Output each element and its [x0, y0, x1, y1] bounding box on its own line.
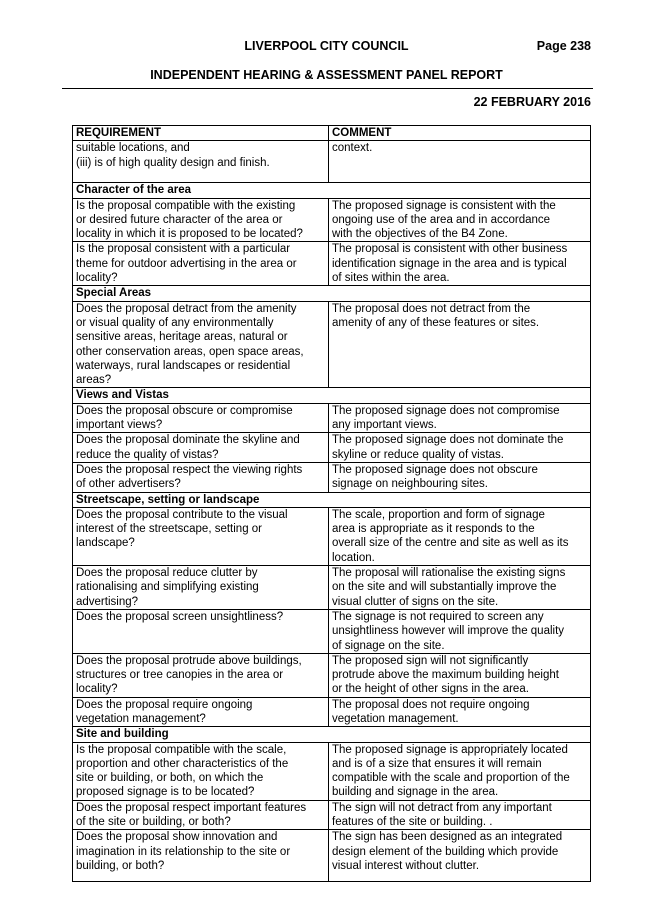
line: identification signage in the area and is typical: [332, 257, 567, 270]
line: Does the proposal obscure or compromise: [76, 404, 293, 417]
line: vegetation management.: [332, 712, 459, 725]
table-row: [73, 566, 591, 610]
section-row: [73, 388, 591, 403]
section-row: [73, 183, 591, 198]
requirement-cell: [73, 566, 329, 610]
line: compatible with the scale and proportion of the: [332, 772, 570, 785]
table-row: [73, 742, 591, 800]
line: The scale, proportion and form of signage: [332, 508, 545, 521]
line: of the site or building, or both?: [76, 816, 231, 829]
requirements-table: [72, 125, 591, 882]
comment-cell: [329, 403, 591, 433]
comment-cell: [329, 653, 591, 697]
section-row: [73, 286, 591, 301]
line: on the site and will substantially improve the: [332, 581, 557, 594]
line: The proposed signage is appropriately located: [332, 743, 568, 756]
line: visual clutter of signs on the site.: [332, 595, 499, 608]
line: The proposed signage does not dominate the: [332, 434, 564, 447]
requirement-cell: [73, 141, 329, 183]
line: Does the proposal require ongoing: [76, 698, 253, 711]
comment-cell: [329, 507, 591, 565]
line: proportion and other characteristics of the: [76, 757, 289, 770]
section-heading: Site and building: [73, 727, 591, 742]
line: sensitive areas, heritage areas, natural or: [76, 331, 288, 344]
comment-cell: [329, 198, 591, 242]
requirement-cell: [73, 800, 329, 830]
table-row: [73, 507, 591, 565]
table-row: [73, 609, 591, 653]
line: features of the site or building. .: [332, 816, 493, 829]
comment-cell: [329, 800, 591, 830]
line: Does the proposal respect important features: [76, 801, 307, 814]
line: Does the proposal reduce clutter by: [76, 567, 258, 580]
requirement-cell: [73, 198, 329, 242]
line: landscape?: [76, 537, 135, 550]
column-header-requirement: REQUIREMENT: [73, 126, 329, 141]
line: The proposed signage does not obscure: [332, 463, 538, 476]
line: The signage is not required to screen any: [332, 610, 544, 623]
line: Does the proposal protrude above buildings,: [76, 654, 302, 667]
section-row: [73, 492, 591, 507]
line: of other advertisers?: [76, 478, 181, 491]
line: or the height of other signs in the area.: [332, 683, 529, 696]
section-heading: Streetscape, setting or landscape: [73, 492, 591, 507]
requirement-cell: [73, 242, 329, 286]
line: building and signage in the area.: [332, 786, 499, 799]
table-row: [73, 653, 591, 697]
header-rule: [62, 88, 593, 89]
line: advertising?: [76, 595, 139, 608]
line: or visual quality of any environmentally: [76, 316, 274, 329]
line: visual interest without clutter.: [332, 859, 480, 872]
line: Does the proposal show innovation and: [76, 831, 278, 844]
requirement-cell: [73, 653, 329, 697]
line: The proposal will rationalise the existing signs: [332, 567, 566, 580]
comment-cell: [329, 830, 591, 882]
report-date: 22 FEBRUARY 2016: [473, 95, 591, 109]
line: theme for outdoor advertising in the area or: [76, 257, 297, 270]
line: protrude above the maximum building height: [332, 669, 559, 682]
comment-cell: [329, 301, 591, 388]
line: Is the proposal compatible with the scale,: [76, 743, 287, 756]
line: area is appropriate as it responds to the: [332, 523, 535, 536]
line: The proposal does not detract from the: [332, 302, 531, 315]
column-header-comment: COMMENT: [329, 126, 591, 141]
line: locality?: [76, 683, 118, 696]
requirement-cell: [73, 403, 329, 433]
council-name: LIVERPOOL CITY COUNCIL: [244, 39, 409, 53]
line: other conservation areas, open space areas,: [76, 345, 304, 358]
section-heading: Views and Vistas: [73, 388, 591, 403]
line: overall size of the centre and site as well as its: [332, 537, 569, 550]
line: amenity of any of these features or sites.: [332, 316, 540, 329]
line: important views?: [76, 419, 163, 432]
line: Is the proposal compatible with the existing: [76, 199, 296, 212]
line: and is of a size that ensures it will remain: [332, 757, 542, 770]
report-title: INDEPENDENT HEARING & ASSESSMENT PANEL REPORT: [150, 68, 503, 82]
line: or desired future character of the area or: [76, 213, 283, 226]
line: building, or both?: [76, 859, 165, 872]
table-row: [73, 301, 591, 388]
line: locality?: [76, 272, 118, 285]
line: of signage on the site.: [332, 639, 445, 652]
line: proposed signage is to be located?: [76, 786, 255, 799]
comment-cell: [329, 462, 591, 492]
line: design element of the building which provide: [332, 845, 559, 858]
table-row: [73, 800, 591, 830]
table-row: [73, 403, 591, 433]
line: unsightliness however will improve the quality: [332, 625, 565, 638]
line: Does the proposal screen unsightliness?: [76, 610, 284, 623]
line: The sign will not detract from any important: [332, 801, 552, 814]
line: waterways, rural landscapes or residential: [76, 359, 291, 372]
line: vegetation management?: [76, 712, 206, 725]
line: location.: [332, 551, 375, 564]
line: structures or tree canopies in the area or: [76, 669, 284, 682]
table-row: [73, 433, 591, 463]
table-row: [73, 462, 591, 492]
line: The proposed signage does not compromise: [332, 404, 560, 417]
comment-cell: [329, 141, 591, 183]
line: signage on neighbouring sites.: [332, 478, 489, 491]
line: Does the proposal respect the viewing rights: [76, 463, 303, 476]
line: Is the proposal consistent with a particular: [76, 243, 291, 256]
line: The proposal does not require ongoing: [332, 698, 530, 711]
comment-cell: [329, 697, 591, 727]
line: reduce the quality of vistas?: [76, 448, 219, 461]
comment-cell: [329, 242, 591, 286]
requirement-cell: [73, 301, 329, 388]
line: imagination in its relationship to the site or: [76, 845, 291, 858]
comment-cell: [329, 742, 591, 800]
table-header-row: [73, 126, 591, 141]
requirement-cell: [73, 742, 329, 800]
comment-cell: [329, 566, 591, 610]
requirement-cell: [73, 433, 329, 463]
line: Does the proposal dominate the skyline and: [76, 434, 300, 447]
section-heading: Special Areas: [73, 286, 591, 301]
requirement-cell: [73, 830, 329, 882]
line: interest of the streetscape, setting or: [76, 523, 263, 536]
line: context.: [332, 142, 373, 155]
comment-cell: [329, 433, 591, 463]
line: any important views.: [332, 419, 437, 432]
line: The sign has been designed as an integrated: [332, 831, 563, 844]
line: locality in which it is proposed to be located?: [76, 228, 303, 241]
table-row: [73, 242, 591, 286]
line: ongoing use of the area and in accordance: [332, 213, 551, 226]
line: The proposed signage is consistent with the: [332, 199, 556, 212]
line: site or building, or both, on which the: [76, 772, 264, 785]
line: skyline or reduce quality of vistas.: [332, 448, 504, 461]
section-row: [73, 727, 591, 742]
table-row: [73, 697, 591, 727]
line: of sites within the area.: [332, 272, 450, 285]
requirement-cell: [73, 462, 329, 492]
page-number: Page 238: [536, 39, 591, 53]
line: (iii) is of high quality design and finish.: [76, 156, 270, 169]
table-row: [73, 198, 591, 242]
section-heading: Character of the area: [73, 183, 591, 198]
line: Does the proposal detract from the amenity: [76, 302, 297, 315]
line: The proposed sign will not significantly: [332, 654, 529, 667]
line: suitable locations, and: [76, 142, 190, 155]
requirement-cell: [73, 609, 329, 653]
requirement-cell: [73, 507, 329, 565]
line: with the objectives of the B4 Zone.: [332, 228, 508, 241]
table-row: [73, 830, 591, 882]
table-row: [73, 141, 591, 183]
comment-cell: [329, 609, 591, 653]
line: Does the proposal contribute to the visual: [76, 508, 288, 521]
line: The proposal is consistent with other business: [332, 243, 568, 256]
line: areas?: [76, 374, 112, 387]
line: rationalising and simplifying existing: [76, 581, 259, 594]
requirement-cell: [73, 697, 329, 727]
